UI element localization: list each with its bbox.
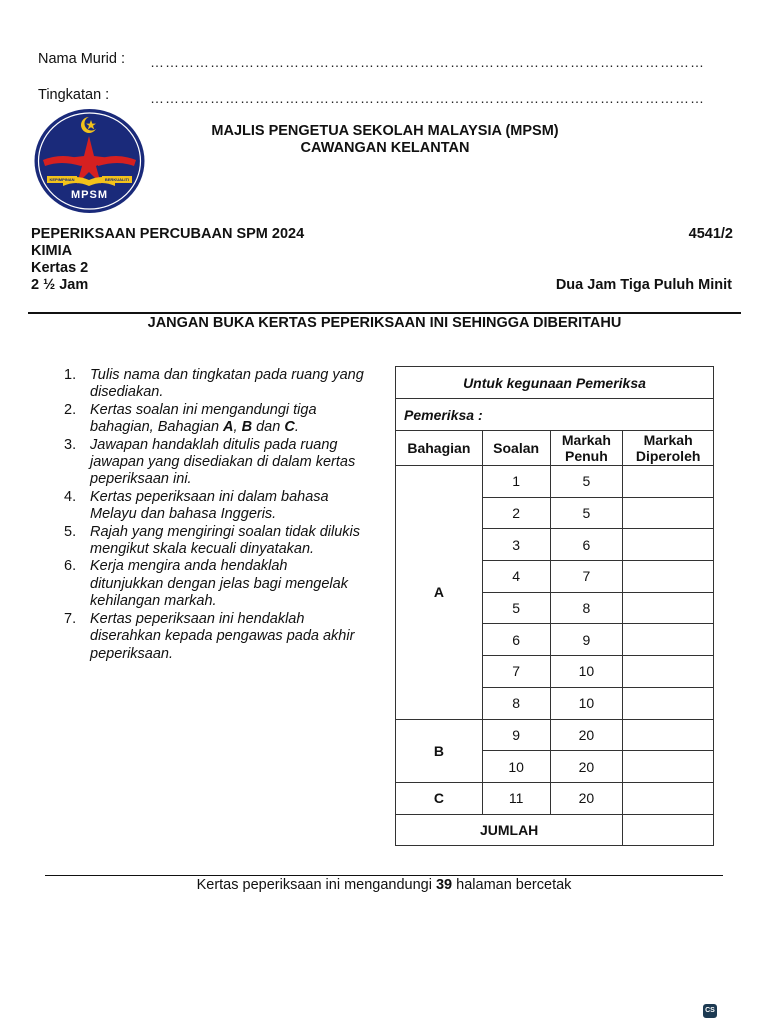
question-cell: 5: [482, 592, 550, 624]
full-marks-cell: 5: [550, 466, 623, 498]
logo-right-text: BERKUALITI: [104, 177, 130, 182]
question-cell: 8: [482, 687, 550, 719]
org-line-1: MAJLIS PENGETUA SEKOLAH MALAYSIA (MPSM): [211, 123, 559, 139]
instructions-list: [64, 367, 364, 663]
exam-code: 4541/2: [688, 226, 733, 242]
logo-bottom-text: MPSM: [71, 189, 108, 201]
question-cell: 3: [482, 529, 550, 561]
question-cell: 4: [482, 561, 550, 593]
header-full-marks: Markah Penuh: [550, 431, 623, 466]
form-label: Tingkatan :: [38, 87, 110, 103]
full-marks-cell: 8: [550, 592, 623, 624]
instruction-item: 5. Rajah yang mengiringi soalan tidak dilukis mengikut skala kecuali dinyatakan.: [64, 523, 361, 558]
question-cell: 9: [482, 719, 550, 751]
section-a-cell: A: [396, 466, 483, 720]
exam-duration-words: Dua Jam Tiga Puluh Minit: [555, 277, 732, 293]
question-cell: 10: [482, 751, 550, 783]
section-b-cell: B: [396, 719, 483, 782]
full-marks-cell: 7: [550, 561, 623, 593]
obtained-marks-cell[interactable]: [623, 529, 714, 561]
instruction-item: 1. Tulis nama dan tingkatan pada ruang yang disediakan.: [64, 367, 364, 401]
logo-left-text: KEPIMPINAN: [49, 177, 75, 182]
footer-note: [45, 877, 723, 893]
obtained-marks-cell[interactable]: [623, 656, 714, 688]
full-marks-cell: 6: [550, 529, 623, 561]
full-marks-cell: 20: [550, 719, 623, 751]
header-section: Bahagian: [396, 431, 483, 466]
full-marks-cell: 20: [550, 782, 623, 814]
full-marks-cell: 10: [550, 687, 623, 719]
obtained-marks-cell[interactable]: [623, 592, 714, 624]
instruction-item: 6. Kerja mengira anda hendaklah ditunjukkan dengan jelas bagi mengelak kehilangan markah.: [64, 558, 348, 610]
camscanner-badge: CS: [703, 1004, 717, 1018]
examiner-table: [395, 366, 714, 846]
instruction-item: 3. Jawapan handaklah ditulis pada ruang jawapan yang disediakan di dalam kertas peperiksaan ini.: [64, 436, 356, 488]
name-field[interactable]: …………………………………………………………………………………………………: [150, 54, 705, 70]
obtained-marks-cell[interactable]: [623, 624, 714, 656]
exam-warning: JANGAN BUKA KERTAS PEPERIKSAAN INI SEHINGGA DIBERITAHU: [147, 315, 622, 331]
total-label: JUMLAH: [396, 814, 623, 846]
page-count: 39: [435, 877, 453, 893]
table-row: [396, 782, 714, 814]
obtained-marks-cell[interactable]: [623, 687, 714, 719]
footer-divider: [45, 875, 723, 876]
footer-pre: Kertas peperiksaan ini mengandungi: [196, 877, 436, 893]
table-title: Untuk kegunaan Pemeriksa: [396, 367, 714, 399]
question-cell: 11: [482, 782, 550, 814]
section-c-cell: C: [396, 782, 483, 814]
table-row: [396, 719, 714, 751]
exam-subject: KIMIA: [31, 243, 73, 259]
full-marks-cell: 20: [550, 751, 623, 783]
full-marks-cell: 10: [550, 656, 623, 688]
obtained-marks-cell[interactable]: [623, 466, 714, 498]
question-cell: 2: [482, 497, 550, 529]
question-cell: 6: [482, 624, 550, 656]
obtained-marks-cell[interactable]: [623, 751, 714, 783]
obtained-marks-cell[interactable]: [623, 782, 714, 814]
header-question: Soalan: [482, 431, 550, 466]
obtained-marks-cell[interactable]: [623, 719, 714, 751]
table-row: [396, 466, 714, 498]
full-marks-cell: 5: [550, 497, 623, 529]
name-label: Nama Murid :: [38, 51, 126, 67]
form-field[interactable]: …………………………………………………………………………………………………: [150, 90, 705, 106]
question-cell: 7: [482, 656, 550, 688]
exam-title: PEPERIKSAAN PERCUBAAN SPM 2024: [31, 226, 305, 242]
instruction-item: 7. Kertas peperiksaan ini hendaklah diserahkan kepada pengawas pada akhir peperiksaan.: [64, 610, 355, 662]
footer-post: halaman bercetak: [452, 877, 572, 893]
obtained-marks-cell[interactable]: [623, 561, 714, 593]
full-marks-cell: 9: [550, 624, 623, 656]
total-row: [396, 814, 714, 846]
question-cell: 1: [482, 466, 550, 498]
header-obtained: Markah Diperoleh: [623, 431, 714, 466]
org-line-2: CAWANGAN KELANTAN: [300, 140, 470, 156]
mpsm-logo: [33, 108, 146, 214]
header-divider: [28, 312, 741, 314]
exam-paper: Kertas 2: [31, 260, 89, 276]
examiner-field[interactable]: Pemeriksa :: [396, 399, 714, 431]
obtained-marks-cell[interactable]: [623, 497, 714, 529]
instruction-item: 2. Kertas soalan ini mengandungi tiga bahagian, Bahagian A, B dan C.: [64, 401, 317, 436]
exam-duration: 2 ½ Jam: [31, 277, 89, 293]
instruction-item: 4. Kertas peperiksaan ini dalam bahasa Melayu dan bahasa Inggeris.: [64, 488, 329, 523]
total-obtained-cell[interactable]: [623, 814, 714, 846]
